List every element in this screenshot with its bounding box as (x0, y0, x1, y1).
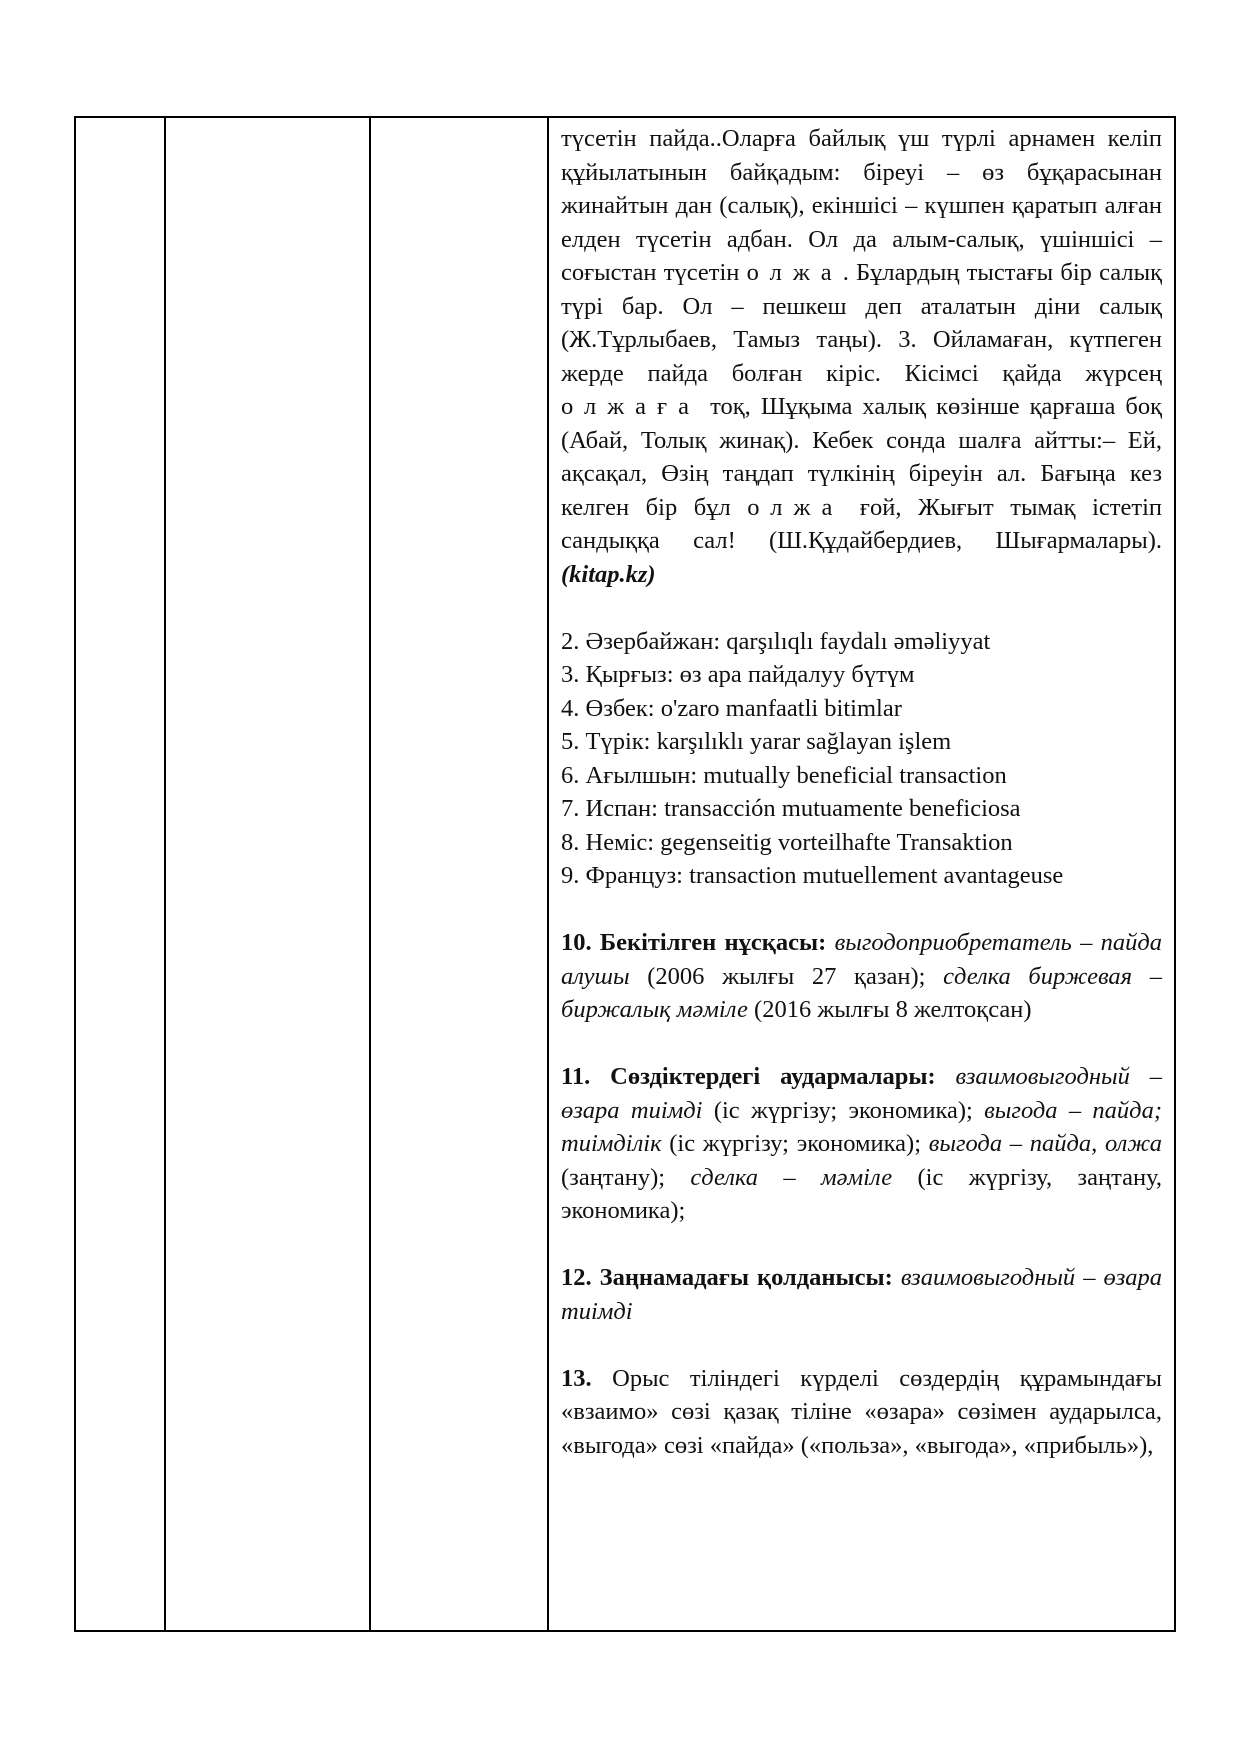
list-item: 4. Өзбек: o'zaro manfaatli bitimlar (561, 694, 902, 722)
table-cell-term-russian (165, 117, 370, 1631)
table-row (75, 117, 1175, 1631)
section-heading: 12. Заңнамадағы қолданысы: (561, 1264, 893, 1291)
list-item: 6. Ағылшын: mutually beneficial transaction (561, 761, 1007, 789)
approved-version-section: 10. Бекітілген нұсқасы: выгодоприобретатель – пайда алушы (2006 жылғы 27 қазан); сделка биржевая – биржалық мәміле (2016 жылғы 8 желтоқсан) (561, 929, 1162, 1023)
section-number: 13. (561, 1364, 592, 1392)
list-item: 3. Қырғыз: өз ара пайдалуу бүтүм (561, 661, 915, 688)
list-item: 2. Әзербайжан: qarşılıqlı faydalı əməliyyat (561, 627, 991, 655)
example-word: олжа (747, 493, 844, 521)
example-word: олжаға (561, 393, 701, 420)
table-cell-description (548, 117, 1175, 1631)
list-item: 7. Испан: transacción mutuamente beneficiosa (561, 795, 1021, 822)
section-heading: 10. Бекітілген нұсқасы: (561, 929, 827, 956)
list-item: 8. Неміс: gegenseitig vorteilhafte Transaktion (561, 828, 1013, 856)
example-word: олжа (746, 259, 843, 286)
list-item: 9. Француз: transaction mutuellement avantageuse (561, 862, 1064, 889)
analysis-section: 13. Орыс тіліндегі күрделі сөздердің құрамындағы «взаимо» сөзі қазақ тіліне «өзара» сөзімен аударылса, «выгода» сөзі «пайда» («польза», «выгода», «прибыль»), (561, 1364, 1162, 1459)
term-table (74, 116, 1176, 1632)
translations-list (561, 625, 1162, 893)
dictionary-translations-section: 11. Сөздіктердегі аудармалары: взаимовыгодный – өзара тиімді (іс жүргізу; экономика); выгода – пайда; тиімділік (іс жүргізу; экономика); выгода – пайда, олжа (заңтану); сделка – мәміле (іс жүргізу, заңтану, экономика); (561, 1063, 1163, 1224)
source-reference: (kitap.kz) (561, 560, 656, 588)
legislation-usage-section: 12. Заңнамадағы қолданысы: взаимовыгодный – өзара тиімді (561, 1264, 1163, 1325)
table-cell-number (75, 117, 165, 1631)
table-cell-term-kazakh (370, 117, 548, 1631)
section-heading: 11. Сөздіктердегі аудармалары: (561, 1063, 936, 1090)
list-item: 5. Түрік: karşılıklı yarar sağlayan işlem (561, 728, 952, 755)
definition-paragraph: түсетін пайда..Оларға байлық үш түрлі арнамен келіп құйылатынын байқадым: біреуі – өз бұқарасынан жинайтын дан (салық), екіншісі – күшпен қаратып алған елден түсетін адбан. Ол да алым-салық, үшіншісі – соғыстан түсетін олжа. Бұлардың тыстағы бір салық түрі бар. Ол – пешкеш деп аталатын діни салық (Ж.Тұрлыбаев, Тамыз таңы). 3. Ойламаған, күтпеген жерде пайда болған кіріс. Кісімсі қайда жүрсең олжаға тоқ, Шұқыма халық көзінше қарғаша боқ (Абай, Толық жинақ). Кебек сонда шалға айтты:– Ей, ақсақал, Өзің таңдап түлкінің біреуін ал. Бағыңа кез келген бір бұл олжа ғой, Жығыт тымақ істетіп сандыққа сал! (Ш.Құдайбердиев, Шығармалары). (kitap.kz) (561, 125, 1162, 588)
